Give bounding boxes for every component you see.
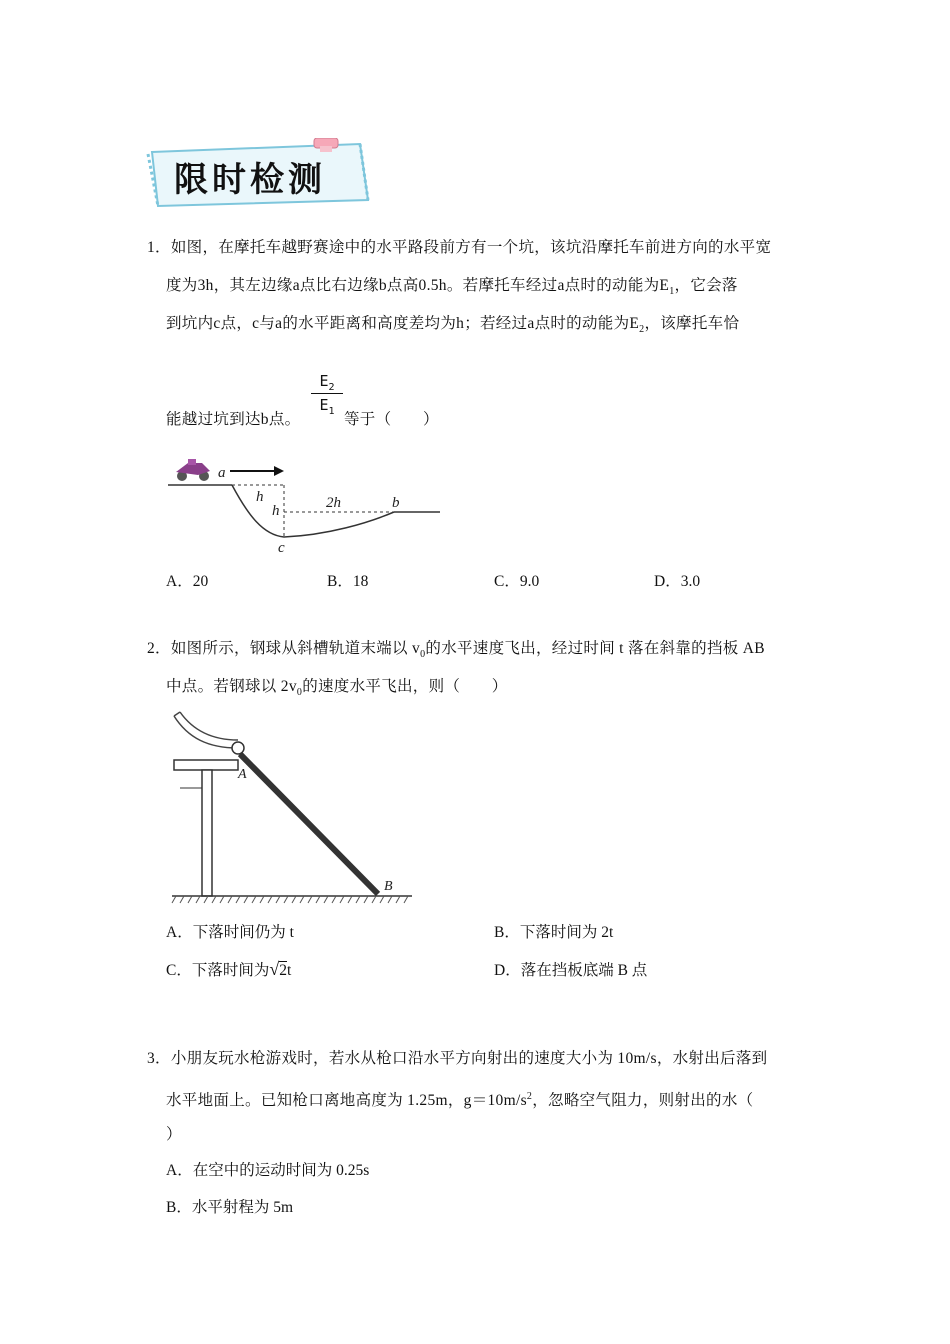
frac-numerator: $E_2$ xyxy=(319,372,335,393)
label-h-upper: h xyxy=(256,489,264,505)
label-B: B xyxy=(384,879,393,894)
q1-text-2a: 度为3h，其左边缘a点比右边缘b点高0.5h。若摩托车经过a点时的动能为E xyxy=(166,277,670,294)
q2-ramp-figure xyxy=(168,708,414,906)
q2-option-d[interactable]: D．落在挡板底端 B 点 xyxy=(494,962,648,979)
q1-text-3a: 到坑内c点，c与a的水平距离和高度差均为h；若经过a点时的动能为E xyxy=(166,315,640,332)
q1-option-b[interactable]: B．18 xyxy=(327,573,369,590)
baffle-ab xyxy=(240,754,378,894)
q2-line-1: 2．如图所示，钢球从斜槽轨道末端以 $v_0$的水平速度飞出，经过时间 t 落在斜靠的挡板 AB xyxy=(147,640,765,661)
q1-option-a[interactable]: A．20 xyxy=(166,573,209,590)
q1-text-3b: ，该摩托车恰 xyxy=(644,315,740,332)
q3-option-a[interactable]: A．在空中的运动时间为 0.25s xyxy=(166,1162,370,1179)
table-top xyxy=(174,760,238,770)
q3-line-1: 3．小朋友玩水枪游戏时，若水从枪口沿水平方向射出的速度大小为 10m/s，水射出后落到 xyxy=(147,1050,768,1067)
section-banner xyxy=(146,138,374,210)
label-h-lower: h xyxy=(272,503,280,519)
q1-text-1: 如图，在摩托车越野赛途中的水平路段前方有一个坑，该坑沿摩托车前进方向的水平宽 xyxy=(170,239,772,256)
chute-outer xyxy=(174,716,238,748)
q1-number: 1． xyxy=(147,239,171,256)
q1-option-d[interactable]: D．3.0 xyxy=(654,573,701,590)
section-title: 限时检测 xyxy=(174,160,326,200)
q3-line-3: ） xyxy=(166,1126,182,1143)
label-b: b xyxy=(392,495,400,511)
label-2h: 2h xyxy=(326,495,341,511)
sqrt-symbol: √2 xyxy=(269,959,287,979)
q2-option-c[interactable]: C．下落时间为√2t xyxy=(166,959,292,979)
q1-line-3 xyxy=(166,314,739,340)
table-leg xyxy=(202,770,212,896)
energy-ratio-fraction xyxy=(311,372,343,417)
motorcycle-icon xyxy=(176,459,210,481)
frac-denominator: $E_1$ xyxy=(319,396,335,417)
q2-number: 2． xyxy=(147,640,171,657)
q1-line-2 xyxy=(166,276,738,302)
q1-sub-2: 2 xyxy=(639,324,645,336)
label-c: c xyxy=(278,540,285,555)
q1-sub-1: 1 xyxy=(669,286,675,298)
q2-line-2: 中点。若钢球以 $2v_0$的速度水平飞出，则（ ） xyxy=(166,678,508,699)
q2-option-b[interactable]: B．下落时间为 2t xyxy=(494,924,614,941)
q1-text-2b: ，它会落 xyxy=(674,277,738,294)
arrow-head-icon xyxy=(274,466,284,476)
label-a: a xyxy=(218,465,226,481)
q1-line-1 xyxy=(147,238,771,258)
fraction-bar xyxy=(311,393,343,394)
q2-option-a[interactable]: A．下落时间仍为 t xyxy=(166,924,294,941)
label-A: A xyxy=(238,767,247,782)
q1-line-4a: 能越过坑到达b点。 xyxy=(166,411,301,428)
q1-option-c[interactable]: C．9.0 xyxy=(494,573,540,590)
q3-option-b[interactable]: B．水平射程为 5m xyxy=(166,1199,294,1216)
q3-line-2: 水平地面上。已知枪口离地高度为 1.25m，$g=10m/s^2$，忽略空气阻力，则射出的水（ xyxy=(166,1091,754,1110)
q1-pit-figure xyxy=(168,455,443,555)
q1-line-4b: 等于（ ） xyxy=(344,411,439,428)
q3-number: 3． xyxy=(147,1050,171,1067)
chute-inner xyxy=(180,712,238,740)
